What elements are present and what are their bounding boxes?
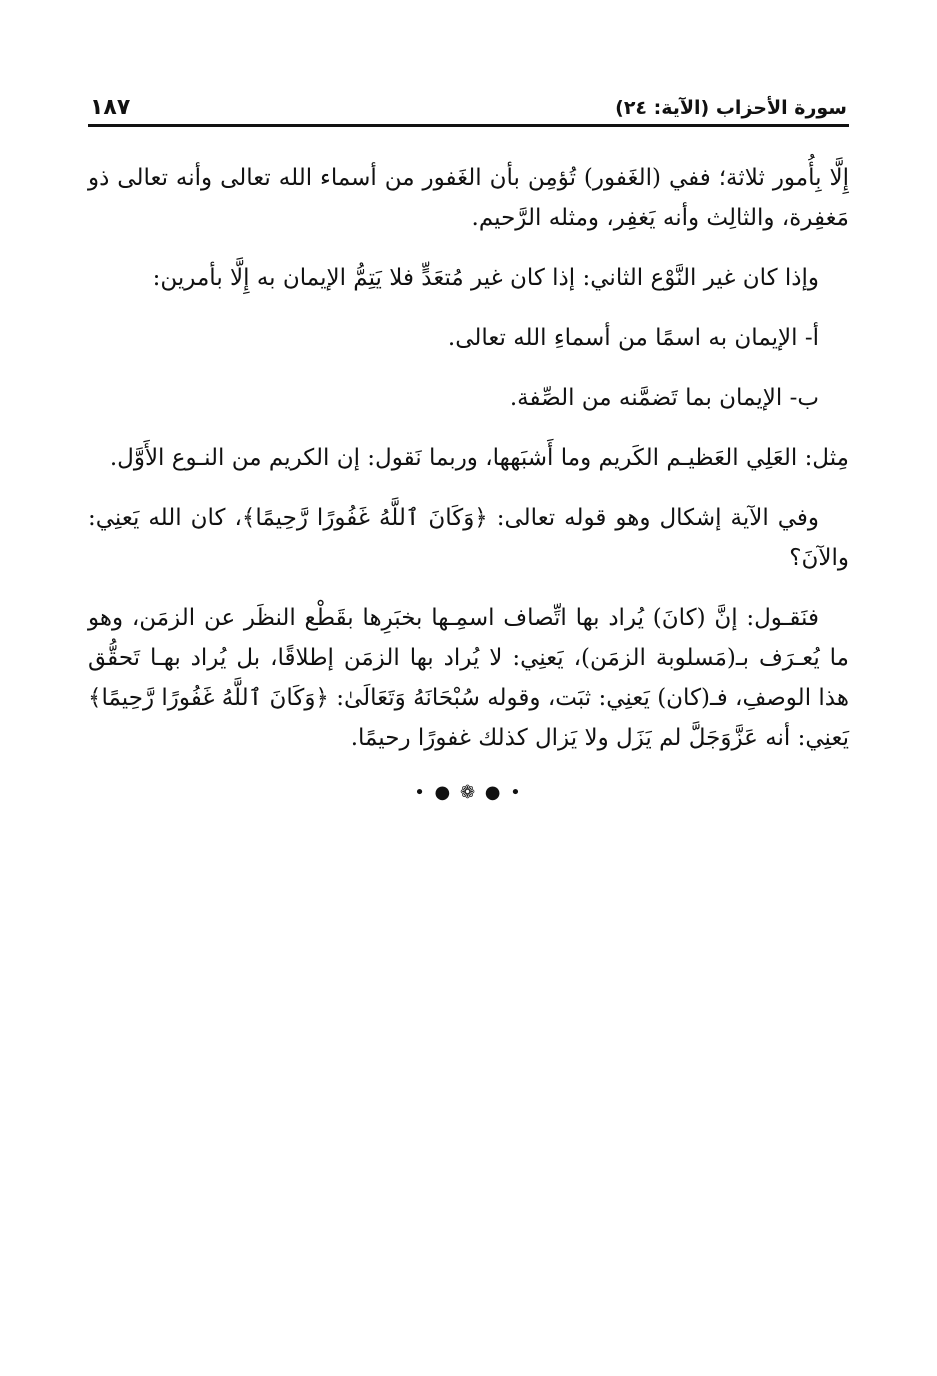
section-end-ornament: • ● ❁ ● • [414, 782, 523, 803]
surah-header-title: سورة الأحزاب (الآية: ٢٤) [615, 97, 847, 119]
list-item-ba: ب- الإيمان بما تَضمَّنه من الصِّفة. [509, 385, 819, 411]
page-body [88, 158, 849, 808]
paragraph-second-type: وإذا كان غير النَّوْع الثاني: إذا كان غير مُتعَدٍّ فلا يَتِمُّ الإيمان به إِلَّا بأمرين: [152, 265, 819, 291]
paragraph-answer: فنَقـول: إنَّ (كانَ) يُراد بها اتِّصاف اسمِـها بخبَرِها بقَطْع النظَر عن الزمَن، وهو ما يُعـرَف بـ(مَسلوبة الزمَن)، يَعنِي: لا يُراد بها الزمَن إطلاقًا، بل يُراد بهـا تَحقُّق هذا الوصفِ، فـ(كان) يَعنِي: ثبَت، وقوله سُبْحَانَهُ وَتَعَالَىٰ: ﴿وَكَانَ ٱللَّهُ غَفُورًا رَّحِيمًا﴾ يَعنِي: أنه عَزَّوَجَلَّ لم يَزَل ولا يَزال كذلك غفورًا رحيمًا. [88, 605, 849, 751]
list-item-alif: أ- الإيمان به اسمًا من أسماءِ الله تعالى. [447, 325, 819, 351]
paragraph-three-matters: إِلَّا بِأُمور ثلاثة؛ ففي (الغَفور) تُؤمِن بأن الغَفور من أسماء الله تعالى وأنه تعالى ذو مَغفِرة، والثالِث وأنه يَغفِر، ومثله الرَّحيم. [88, 165, 849, 231]
paragraph-example: مِثل: العَلِي العَظيـم الكَريم وما أَشبَهها، وربما نَقول: إن الكريم من النـوع الأَوَّل. [109, 445, 849, 471]
paragraph-verse-question: وفي الآية إشكال وهو قوله تعالى: ﴿وَكَانَ ٱللَّهُ غَفُورًا رَّحِيمًا﴾، كان الله يَعنِي: والآنَ؟ [88, 505, 849, 571]
header-divider [88, 124, 849, 127]
running-header [90, 86, 847, 122]
page-number: ١٨٧ [90, 95, 131, 120]
